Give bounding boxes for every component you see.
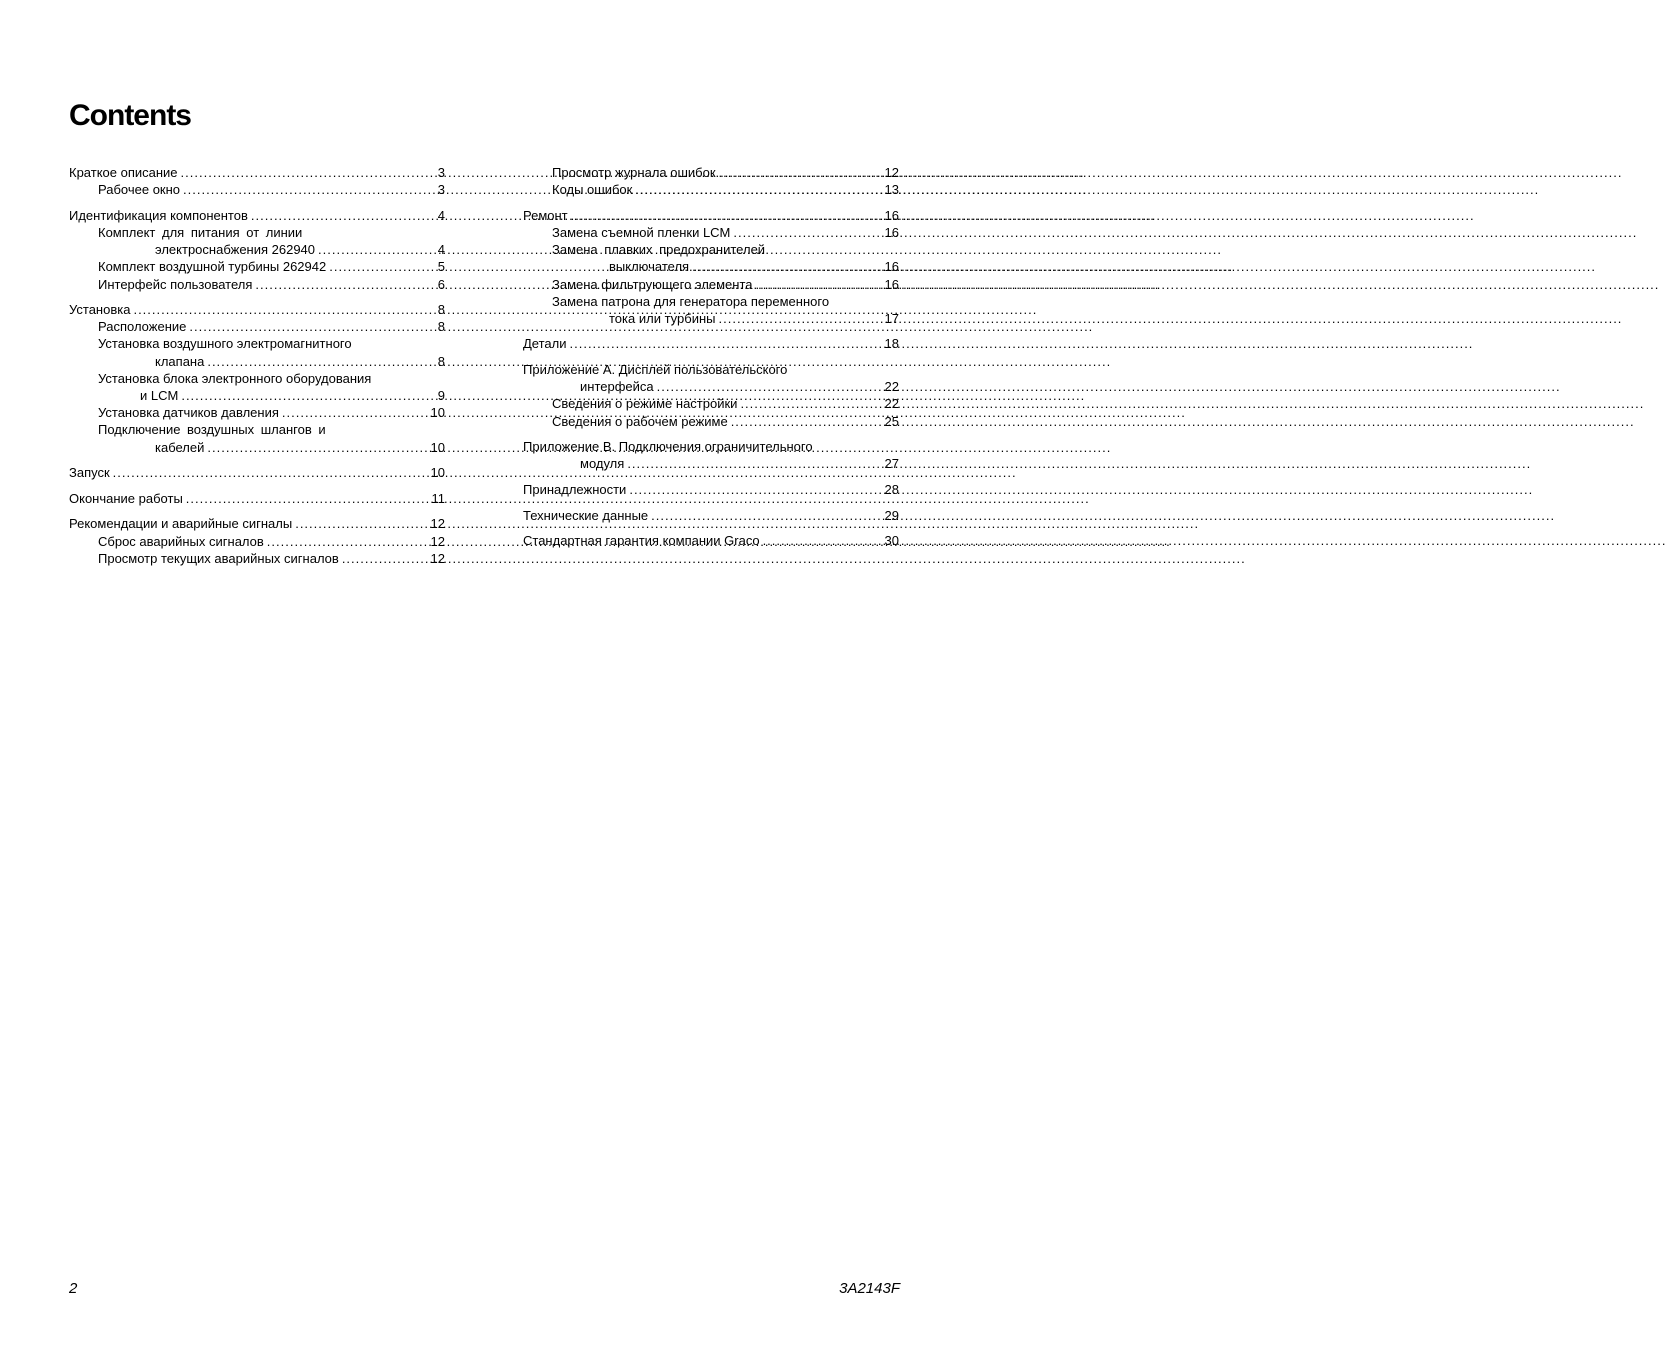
toc-page-number: 22	[884, 396, 899, 412]
toc-entry-link[interactable]	[523, 507, 899, 524]
page-title: Contents	[69, 99, 191, 132]
dot-leader	[181, 387, 432, 404]
toc-entry-link[interactable]	[523, 481, 899, 498]
toc-entry-title: Коды ошибок	[552, 182, 633, 198]
toc-page-number: 8	[437, 302, 445, 318]
toc-entry-title: Установка датчиков давления	[98, 405, 279, 421]
toc-entry-title: и LCM	[140, 388, 179, 404]
toc-page-number: 22	[884, 379, 899, 395]
dot-leader	[571, 207, 882, 224]
toc-group	[523, 438, 899, 472]
toc-entry-link[interactable]	[69, 387, 445, 404]
toc-entry-link[interactable]	[523, 164, 899, 181]
toc-entry-title: модуля	[580, 456, 625, 472]
dot-leader	[255, 276, 432, 293]
toc-entry-title: Замена съемной пленки LCM	[552, 224, 731, 240]
dot-leader	[113, 464, 428, 481]
toc-page-number: 11	[431, 490, 445, 506]
dot-leader	[731, 413, 882, 430]
dot-leader	[657, 378, 882, 395]
toc-entry-title: Установка	[69, 302, 131, 318]
dot-leader	[189, 318, 432, 335]
toc-page-number: 16	[884, 276, 899, 292]
toc-entry-link[interactable]	[69, 515, 445, 532]
toc-page-number: 16	[884, 259, 899, 275]
toc-entry-title: Стандартная гарантия компании Graco	[523, 533, 760, 549]
toc-entry-link[interactable]	[523, 532, 899, 549]
toc-entry-title-line: Замена патрона для генератора переменного	[552, 293, 830, 309]
toc-group	[523, 335, 899, 352]
toc-entry-title: Рекомендации и аварийные сигналы	[69, 516, 293, 532]
toc-group	[523, 207, 899, 327]
toc-group	[523, 361, 899, 430]
toc-entry-link[interactable]	[523, 310, 899, 327]
toc-entry-title: Расположение	[98, 319, 187, 335]
toc-entry-link[interactable]	[69, 490, 445, 507]
toc-entry-title: кабелей	[155, 439, 205, 455]
toc-entry-link[interactable]	[523, 224, 899, 241]
toc-entry-link[interactable]	[69, 301, 445, 318]
toc-entry-title: Рабочее окно	[98, 182, 181, 198]
toc-page-number: 10	[430, 405, 445, 421]
toc-page-number: 8	[437, 353, 445, 369]
toc-page-number: 12	[430, 516, 445, 532]
toc-entry-title: Комплект воздушной турбины 262942	[98, 259, 327, 275]
toc-page-number: 17	[884, 310, 899, 326]
toc-entry-link[interactable]	[523, 413, 899, 430]
toc-entry-title: Сведения о рабочем режиме	[552, 413, 728, 429]
toc-entry-link[interactable]	[523, 258, 899, 275]
toc-page-number: 3	[437, 164, 445, 180]
toc-entry-link[interactable]	[69, 207, 445, 224]
dot-leader	[570, 335, 882, 352]
toc-page-number: 8	[437, 319, 445, 335]
toc-page-number: 4	[437, 207, 445, 223]
toc-right-column	[523, 164, 899, 558]
toc-entry-title: Технические данные	[523, 507, 649, 523]
footer-document-number: 3A2143F	[839, 1280, 900, 1297]
toc-entry-title: интерфейса	[580, 379, 654, 395]
toc-entry-title: Просмотр текущих аварийных сигналов	[98, 550, 339, 566]
toc-group	[523, 164, 899, 198]
toc-entry-title-line: Установка блока электронного оборудования	[98, 370, 372, 386]
toc-group	[523, 507, 899, 524]
dot-leader	[740, 395, 881, 412]
toc-entry-link[interactable]	[523, 378, 899, 395]
toc-entry-link[interactable]	[523, 181, 899, 198]
toc-entry-title: электроснабжения 262940	[155, 242, 316, 258]
dot-leader	[267, 533, 428, 550]
dot-leader	[719, 164, 882, 181]
footer-page-number: 2	[69, 1280, 78, 1297]
dot-leader	[207, 439, 427, 456]
toc-entry-link[interactable]	[69, 439, 445, 456]
toc-page-number: 29	[884, 507, 899, 523]
toc-group	[69, 464, 445, 481]
dot-leader	[719, 310, 882, 327]
toc-group	[69, 490, 445, 507]
dot-leader	[342, 550, 428, 567]
dot-leader	[282, 404, 428, 421]
toc-page-number: 5	[437, 259, 445, 275]
toc-entry-link[interactable]	[69, 550, 445, 567]
toc-page-number: 16	[884, 224, 899, 240]
toc-entry-title-line: Приложение А. Дисплей пользовательского	[523, 362, 788, 378]
toc-entry-title: Идентификация компонентов	[69, 207, 248, 223]
toc-entry-title: Интерфейс пользователя	[98, 276, 253, 292]
dot-leader	[651, 507, 881, 524]
dot-leader	[635, 181, 881, 198]
dot-leader	[629, 481, 881, 498]
toc-entry-link[interactable]	[69, 464, 445, 481]
toc-page-number: 12	[430, 533, 445, 549]
dot-leader	[207, 353, 432, 370]
toc-page-number: 10	[430, 439, 445, 455]
toc-group	[523, 532, 899, 549]
toc-entry-link[interactable]	[69, 241, 445, 258]
toc-page-number: 18	[884, 336, 899, 352]
toc-page-number: 12	[884, 164, 899, 180]
toc-page-number: 30	[884, 533, 899, 549]
toc-page-number: 12	[430, 550, 445, 566]
toc-entry-link[interactable]	[523, 455, 899, 472]
toc-entry-title-line: Приложение В. Подключения ограничительного	[523, 439, 813, 455]
toc-entry-title-line: Замена плавких предохранителей	[552, 242, 766, 258]
toc-entry-link[interactable]	[69, 353, 445, 370]
toc-entry-link[interactable]	[69, 404, 445, 421]
toc-entry-title: Замена фильтрующего элемента	[552, 276, 753, 292]
toc-entry-title: Принадлежности	[523, 481, 627, 497]
toc-entry-title: Запуск	[69, 465, 110, 481]
dot-leader	[692, 258, 881, 275]
toc-entry-link[interactable]	[69, 164, 445, 181]
toc-entry-link[interactable]	[523, 335, 899, 352]
toc-group	[69, 515, 445, 567]
toc-entry-link[interactable]	[69, 258, 445, 275]
toc-page-number: 28	[884, 481, 899, 497]
toc-page-number: 10	[430, 465, 445, 481]
dot-leader	[733, 224, 881, 241]
dot-leader	[251, 207, 432, 224]
toc-entry-link[interactable]	[69, 181, 445, 198]
toc-entry-title: Просмотр журнала ошибок	[552, 164, 716, 180]
toc-group	[523, 481, 899, 498]
toc-entry-title: тока или турбины	[609, 310, 716, 326]
dot-leader	[133, 301, 432, 318]
toc-entry-title-line: Установка воздушного электромагнитного	[98, 336, 352, 352]
toc-entry-link[interactable]	[69, 318, 445, 335]
toc-page-number: 25	[884, 413, 899, 429]
toc-entry-title: Ремонт	[523, 207, 568, 223]
dot-leader	[755, 276, 881, 293]
toc-entry-link[interactable]	[69, 276, 445, 293]
toc-entry-link[interactable]	[69, 533, 445, 550]
toc-entry-link[interactable]	[523, 207, 899, 224]
toc-group	[69, 301, 445, 456]
toc-entry-title-line: Подключение воздушных шлангов и	[98, 422, 326, 438]
toc-group	[69, 207, 445, 293]
toc-entry-title-line: Комплект для питания от линии	[98, 224, 303, 240]
dot-leader	[186, 490, 429, 507]
toc-group	[69, 164, 445, 198]
dot-leader	[318, 241, 432, 258]
toc-entry-title: Окончание работы	[69, 490, 183, 506]
toc-page-number: 6	[437, 276, 445, 292]
toc-entry-title: выключателя	[609, 259, 690, 275]
toc-entry-title: клапана	[155, 353, 205, 369]
toc-page-number: 4	[437, 242, 445, 258]
toc-page-number: 13	[884, 182, 899, 198]
toc-left-column	[69, 164, 445, 575]
dot-leader	[295, 515, 427, 532]
toc-entry-title: Сведения о режиме настройки	[552, 396, 738, 412]
dot-leader	[627, 455, 881, 472]
dot-leader	[181, 164, 432, 181]
dot-leader	[763, 532, 882, 549]
toc-page-number: 3	[437, 182, 445, 198]
toc-page-number: 27	[884, 456, 899, 472]
toc-entry-title: Сброс аварийных сигналов	[98, 533, 264, 549]
toc-entry-link[interactable]	[523, 276, 899, 293]
toc-page-number: 9	[437, 388, 445, 404]
toc-entry-title: Краткое описание	[69, 164, 178, 180]
toc-page-number: 16	[884, 207, 899, 223]
dot-leader	[183, 181, 432, 198]
toc-entry-link[interactable]	[523, 395, 899, 412]
toc-entry-title: Детали	[523, 336, 567, 352]
dot-leader	[329, 258, 432, 275]
